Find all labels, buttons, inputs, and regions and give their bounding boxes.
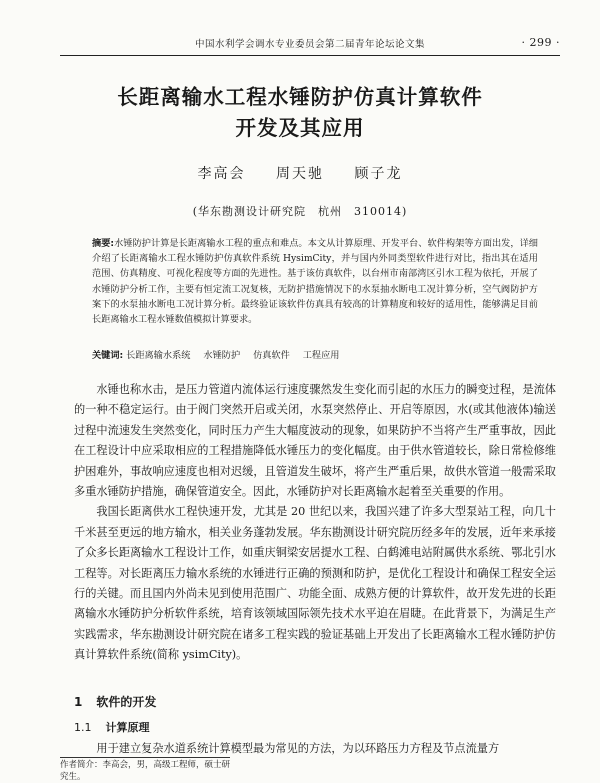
body-text [74,380,556,666]
keywords [92,348,538,363]
keyword: 水锤防护 [203,350,241,361]
subsection-number: 1.1 [74,721,92,734]
affiliation: (华东勘测设计研究院 杭州 310014) [192,205,408,218]
keywords-label: 关键词: [92,350,124,361]
paper-title [40,82,560,144]
page-number: · 299 · [521,36,560,49]
abstract-label: 摘要: [92,238,115,249]
running-head-title: 中国水利学会调水专业委员会第二届青年论坛论文集 [194,39,425,50]
section-title: 软件的开发 [96,695,157,709]
body-paragraph: 用于建立复杂水道系统计算模型最为常见的方法，为以环路压力方程及节点流量方 [96,742,500,755]
keyword: 长距离输水系统 [126,350,191,361]
section-heading [74,693,156,710]
author: 周天驰 [276,166,324,182]
keyword: 工程应用 [302,350,340,361]
subsection-heading [74,719,150,735]
body-paragraph: 我国长距离供水工程快速开发，尤其是 20 世纪以来，我国兴建了许多大型泵站工程，向几十千米甚至更远的地方输水，相关业务蓬勃发展。华东勘测设计研究院历经多年的发展，近年来承接了众多长距离输水工程设计工作，如重庆铜梁安居提水工程、白鹤滩电站附属供水系统、鄂北引水工程等。对长距离压力输水系统的水锤进行正确的预测和防护，是优化工程设计和确保工程安全运行的关键。而且国内外尚未见到使用范围广、功能全面、成熟方便的计算软件，故开发先进的长距离输水水锤防护分析软件系统，培育该领域国际领先技术水平迫在眉睫。在此背景下，为满足生产实践需求，华东勘测设计研究院在诸多工程实践的验证基础上开发出了长距离输水工程水锤防护仿真计算软件系统(简称 ysimCity)。 [74,505,556,662]
section-number: 1 [74,695,83,709]
author-list [0,163,600,183]
subsection-title: 计算原理 [105,721,150,734]
paper-title-line-1: 长距离输水工程水锤防护仿真计算软件 [117,85,483,109]
running-head [60,36,560,56]
abstract-text: 水锤防护计算是长距离输水工程的重点和难点。本文从计算原理、开发平台、软件构架等方面出发，详细介绍了长距离输水工程水锤防护仿真软件系统 HysimCity，并与国内外同类型软件进行对比，指出其在适用范围、仿真精度、可视化程度等方面的先进性。基于该仿真软件，以台州市南部湾区引水工程为依托，开展了水锤防护分析工作，主要有恒定流工况复核，无防护措施情况下的水泵抽水断电工况计算分析，空气阀防护方案下的水泵抽水断电工况计算分析。最终验证该软件仿真具有较高的计算精度和较好的适用性，能够满足目前长距离输水工程水锤数值模拟计算要求。 [92,238,538,326]
abstract [92,236,538,327]
author: 顾子龙 [354,166,403,182]
author: 李高会 [197,166,246,182]
footnote: 作者简介：李高会，男，高级工程师，硕士研究生。 [60,757,230,783]
keyword: 仿真软件 [253,350,290,361]
body-paragraph: 水锤也称水击，是压力管道内流体运行速度骤然发生变化而引起的水压力的瞬变过程，是流体的一种不稳定运行。由于阀门突然开启或关闭，水泵突然停止、开启等原因，水(或其他液体)输送过程中流速发生突然变化，同时压力产生大幅度波动的现象，如果防护不当将产生严重事故，因此在工程设计中应采取相应的工程措施降低水锤压力的变化幅度。由于供水管道较长，除日常检修维护困难外，事故响应速度也相对迟缓，且管道发生破坏，将产生严重后果，故供水管道一般需采取多重水锤防护措施，确保管道安全。因此，水锤防护对长距离输水起着至关重要的作用。 [74,383,556,499]
paper-title-line-2: 开发及其应用 [235,116,365,140]
